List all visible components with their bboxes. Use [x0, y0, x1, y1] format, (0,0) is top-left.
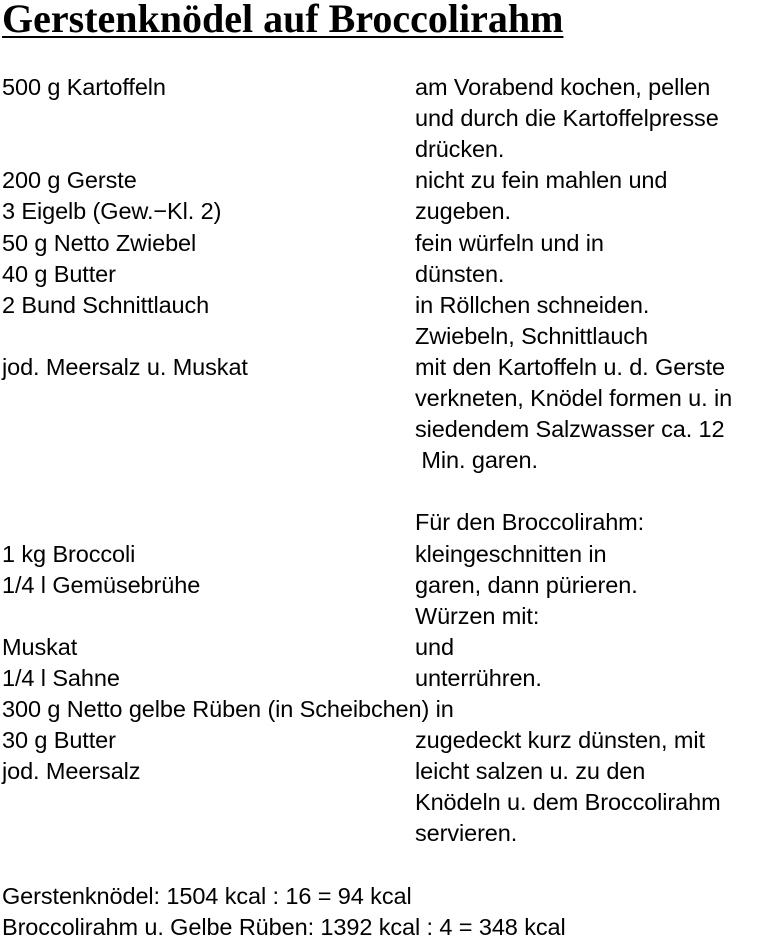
- ingredient-line: jod. Meersalz: [2, 758, 141, 784]
- recipe-full-line: Broccolirahm u. Gelbe Rüben: 1392 kcal : 4 = 348 kcal: [2, 914, 566, 940]
- instruction-line: Knödeln u. dem Broccolirahm: [415, 789, 721, 815]
- instruction-line: kleingeschnitten in: [415, 541, 607, 567]
- instruction-line: verkneten, Knödel formen u. in: [415, 385, 733, 411]
- ingredient-line: 1/4 l Sahne: [2, 665, 120, 691]
- ingredient-line: 500 g Kartoffeln: [2, 74, 166, 100]
- ingredient-line: 2 Bund Schnittlauch: [2, 292, 210, 318]
- instruction-line: zugedeckt kurz dünsten, mit: [415, 727, 705, 753]
- instruction-line: garen, dann pürieren.: [415, 572, 638, 598]
- ingredient-line: 3 Eigelb (Gew.−Kl. 2): [2, 198, 222, 224]
- ingredient-line: jod. Meersalz u. Muskat: [2, 354, 248, 380]
- instruction-line: drücken.: [415, 136, 505, 162]
- ingredient-line: 40 g Butter: [2, 261, 116, 287]
- ingredient-line: 1/4 l Gemüsebrühe: [2, 572, 201, 598]
- instruction-line: siedendem Salzwasser ca. 12: [415, 416, 725, 442]
- instruction-line: am Vorabend kochen, pellen: [415, 74, 711, 100]
- instruction-line: mit den Kartoffeln u. d. Gerste: [415, 354, 725, 380]
- recipe-full-line: Gerstenknödel: 1504 kcal : 16 = 94 kcal: [2, 883, 412, 909]
- instruction-line: und: [415, 634, 454, 660]
- instruction-line: und durch die Kartoffelpresse: [415, 105, 719, 131]
- instruction-line: in Röllchen schneiden.: [415, 292, 650, 318]
- ingredient-line: 50 g Netto Zwiebel: [2, 230, 197, 256]
- instruction-line: Für den Broccolirahm:: [415, 509, 645, 535]
- instruction-line: leicht salzen u. zu den: [415, 758, 646, 784]
- instruction-line: unterrühren.: [415, 665, 542, 691]
- instruction-line: Zwiebeln, Schnittlauch: [415, 323, 648, 349]
- instruction-line: zugeben.: [415, 198, 511, 224]
- instruction-line: servieren.: [415, 820, 518, 846]
- instruction-line: Min. garen.: [415, 447, 538, 473]
- instruction-line: dünsten.: [415, 261, 505, 287]
- recipe-title: Gerstenknödel auf Broccolirahm: [2, 0, 564, 41]
- ingredient-line: 200 g Gerste: [2, 167, 137, 193]
- ingredient-line: Muskat: [2, 634, 78, 660]
- instruction-line: nicht zu fein mahlen und: [415, 167, 668, 193]
- ingredient-line: 30 g Butter: [2, 727, 116, 753]
- ingredient-line: 1 kg Broccoli: [2, 541, 136, 567]
- instruction-line: fein würfeln und in: [415, 230, 604, 256]
- recipe-full-line: 300 g Netto gelbe Rüben (in Scheibchen) in: [2, 696, 454, 722]
- instruction-line: Würzen mit:: [415, 603, 540, 629]
